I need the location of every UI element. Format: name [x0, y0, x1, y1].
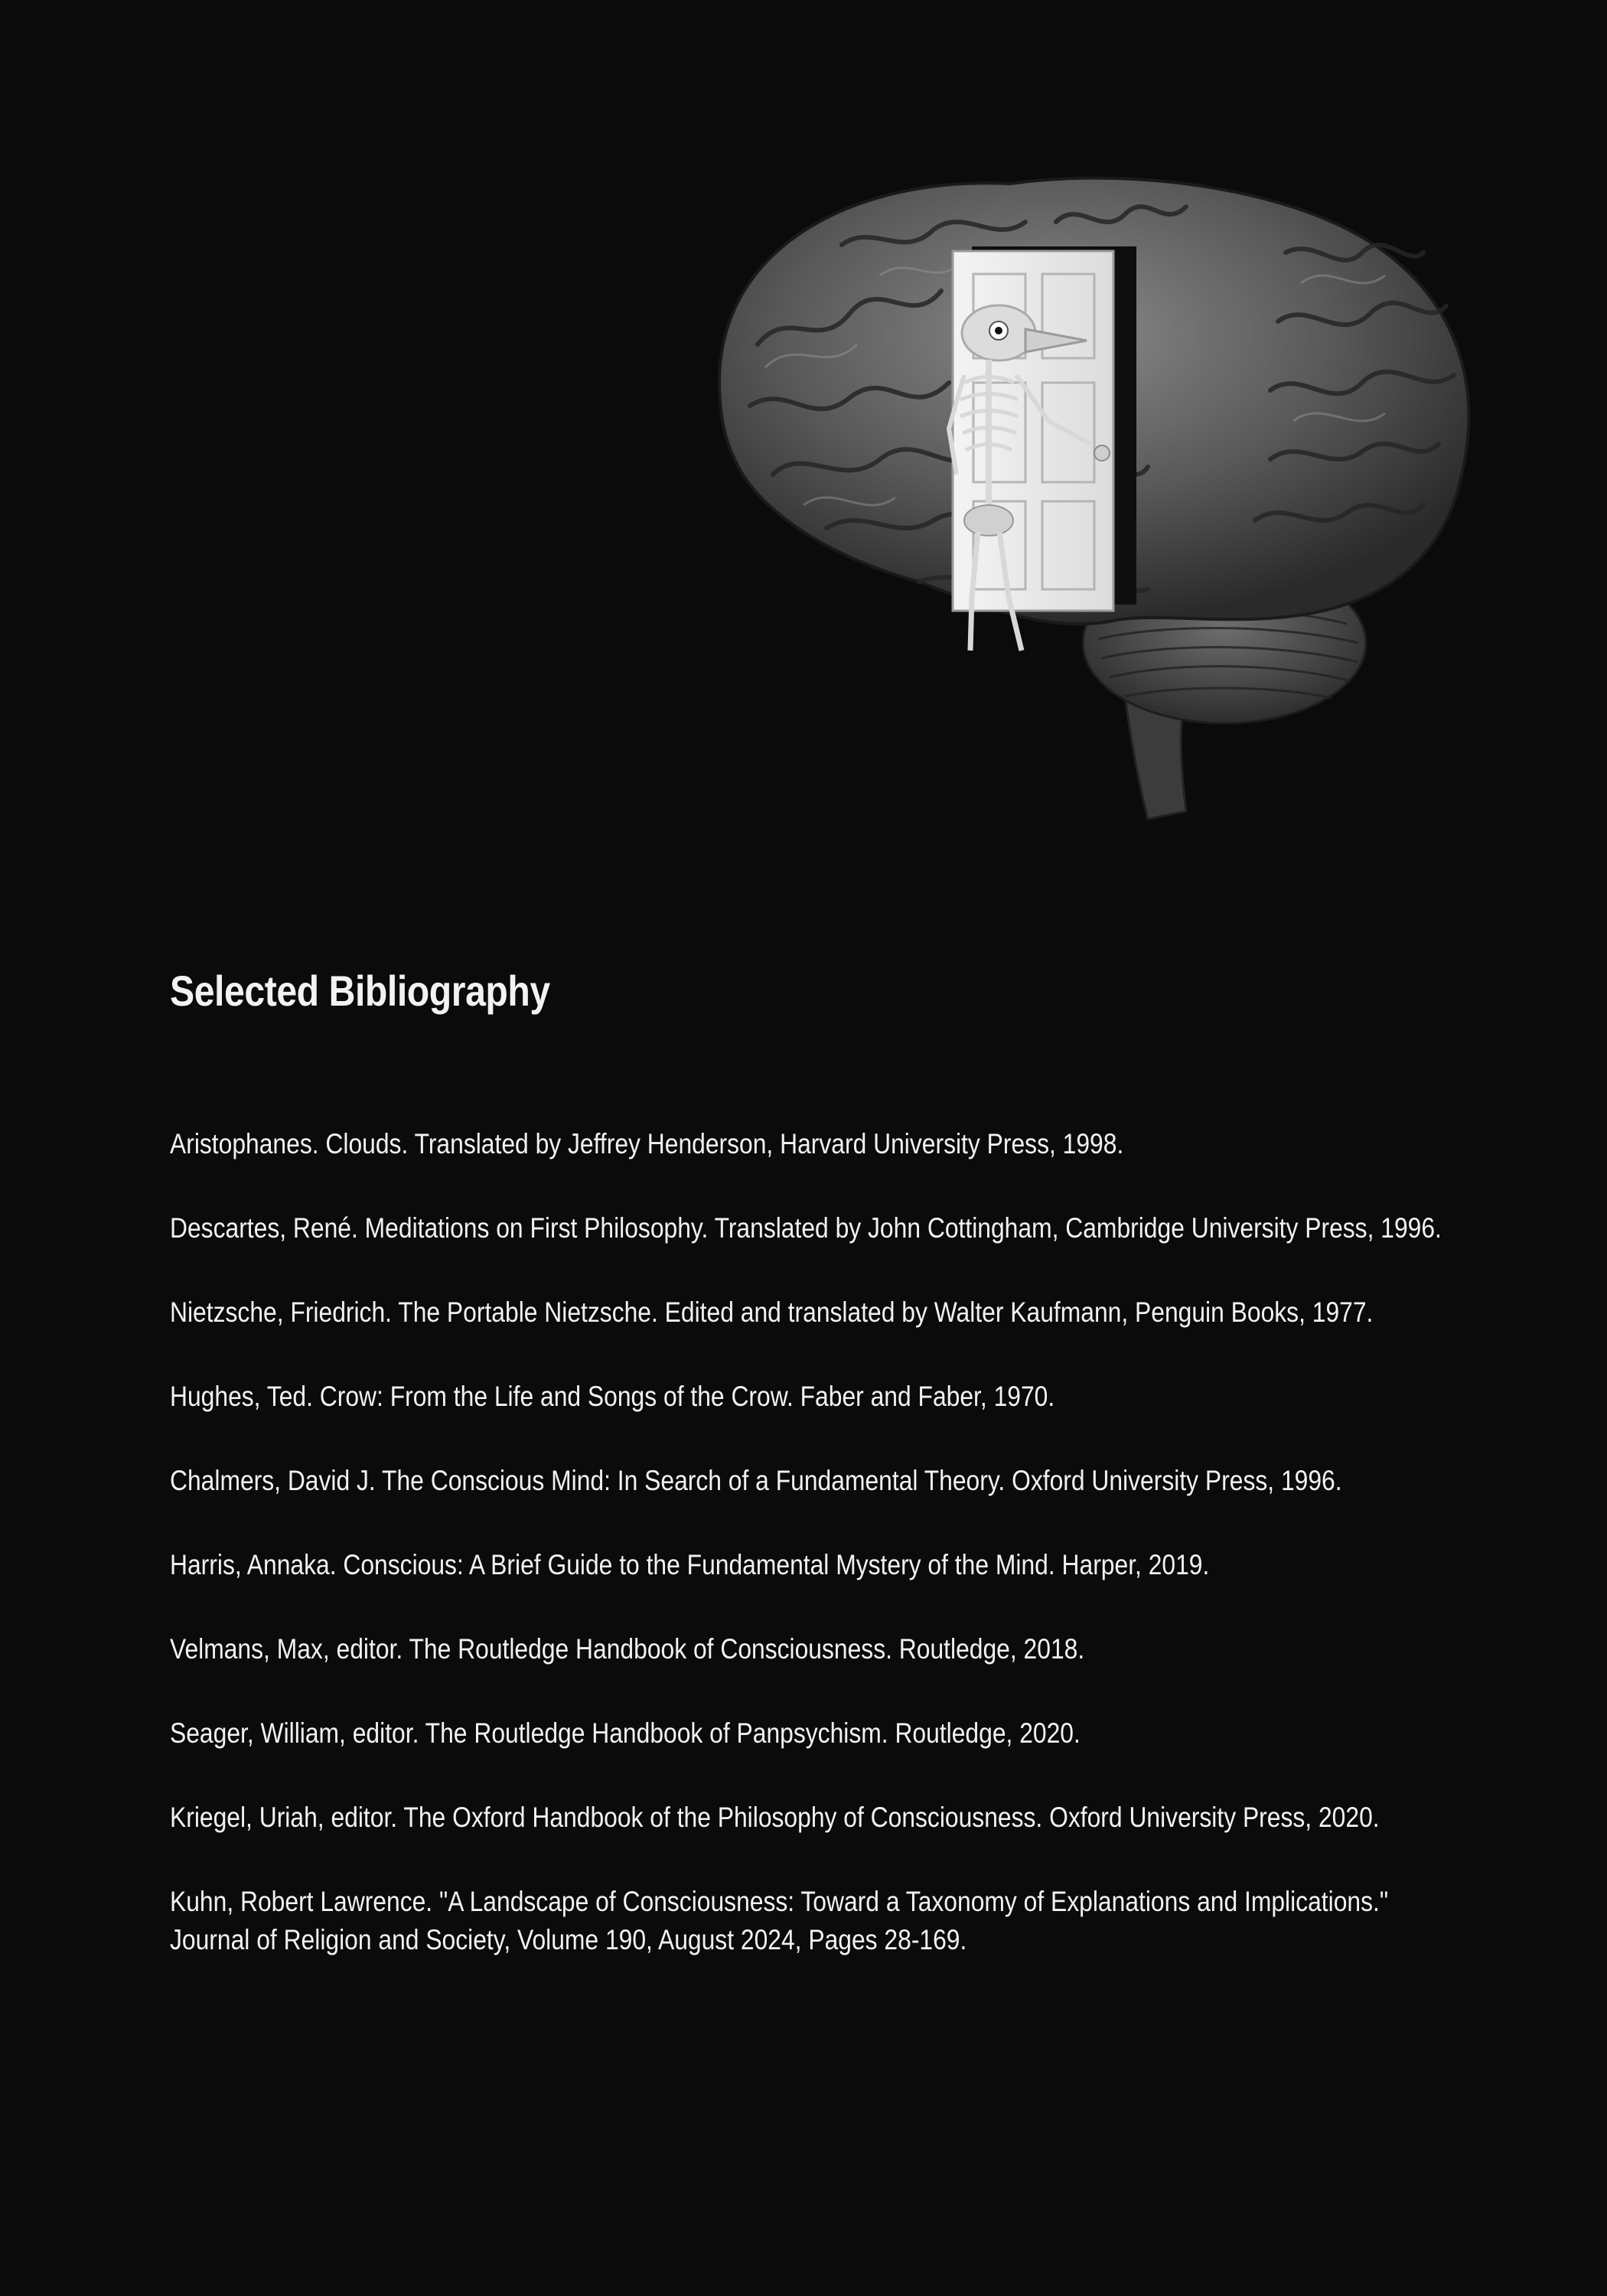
entry-line: Descartes, René. Meditations on First Philosophy. Translated by John Cottingham, Cambridge University Press, 1996. — [170, 1212, 1442, 1244]
bibliography-entry — [170, 1799, 1380, 1837]
entry-line: Velmans, Max, editor. The Routledge Handbook of Consciousness. Routledge, 2018. — [170, 1633, 1085, 1665]
bibliography-entry — [170, 1462, 1367, 1500]
entry-line: Kriegel, Uriah, editor. The Oxford Handbook of the Philosophy of Consciousness. Oxford University Press, 2020. — [170, 1802, 1380, 1833]
bibliography-entry — [170, 1630, 1367, 1668]
entry-line: Harris, Annaka. Conscious: A Brief Guide to the Fundamental Mystery of the Mind. Harper, 2019. — [170, 1549, 1210, 1580]
entry-line: Hughes, Ted. Crow: From the Life and Songs of the Crow. Faber and Faber, 1970. — [170, 1381, 1055, 1412]
entry-line: Chalmers, David J. The Conscious Mind: In Search of a Fundamental Theory. Oxford University Press, 1996. — [170, 1465, 1342, 1496]
bibliography-entry — [170, 1883, 1389, 1959]
brain-with-door-icon — [689, 153, 1546, 842]
entry-line: Aristophanes. Clouds. Translated by Jeffrey Henderson, Harvard University Press, 1998. — [170, 1128, 1124, 1159]
bibliography-entry — [170, 1125, 1367, 1163]
entry-line: Seager, William, editor. The Routledge Handbook of Panpsychism. Routledge, 2020. — [170, 1717, 1081, 1749]
entry-line-continuation: Journal of Religion and Society, Volume 190, August 2024, Pages 28-169. — [170, 1924, 967, 1955]
entry-line: Nietzsche, Friedrich. The Portable Nietzsche. Edited and translated by Walter Kaufmann, Penguin Books, 1977. — [170, 1296, 1374, 1328]
bibliography-entry — [170, 1293, 1374, 1332]
brain-illustration — [689, 153, 1546, 842]
door-knob — [1094, 445, 1110, 461]
bibliography-heading: Selected Bibliography — [170, 967, 550, 1015]
bibliography-entry — [170, 1546, 1367, 1584]
bibliography-entry — [170, 1714, 1367, 1753]
bibliography-list — [170, 1125, 1563, 2005]
bibliography-entry — [170, 1378, 1367, 1416]
bibliography-entry — [170, 1209, 1442, 1247]
entry-line: Kuhn, Robert Lawrence. "A Landscape of Consciousness: Toward a Taxonomy of Explanations and Implications." — [170, 1886, 1389, 1917]
